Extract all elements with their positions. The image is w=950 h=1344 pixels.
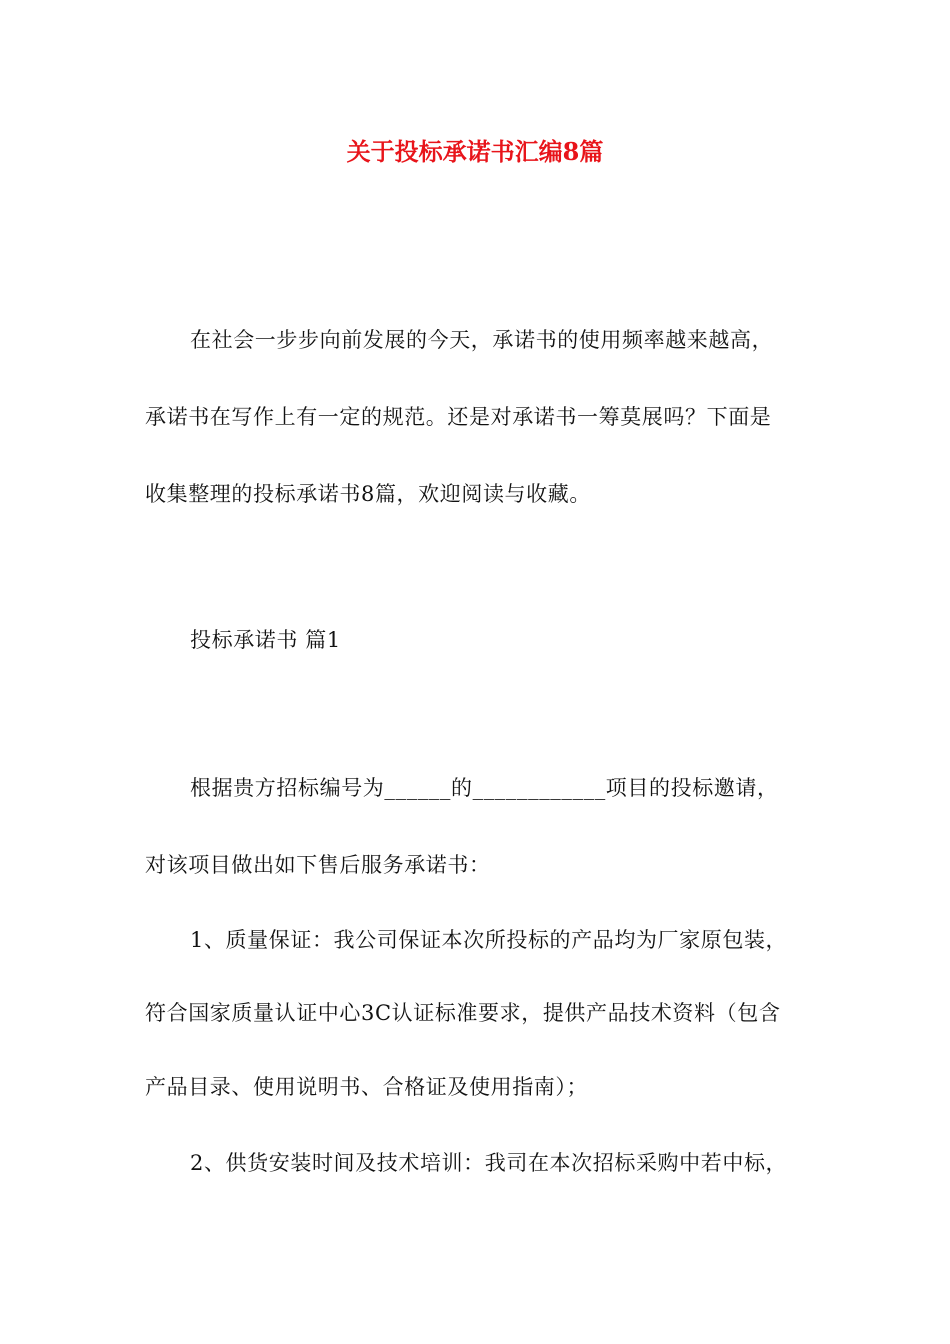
intro-line-3: 收集整理的投标承诺书8篇，欢迎阅读与收藏。 [145,482,591,506]
body-line-3: 1、质量保证：我公司保证本次所投标的产品均为厂家原包装， [190,928,788,952]
intro-line-1: 在社会一步步向前发展的今天，承诺书的使用频率越来越高， [190,328,774,352]
body-line-2: 对该项目做出如下售后服务承诺书： [145,853,491,877]
body-line-5: 产品目录、使用说明书、合格证及使用指南）； [145,1075,589,1099]
body-line-6: 2、供货安装时间及技术培训：我司在本次招标采购中若中标， [190,1151,788,1175]
intro-line-2: 承诺书在写作上有一定的规范。还是对承诺书一筹莫展吗？下面是 [145,405,772,429]
section-heading: 投标承诺书 篇1 [190,628,341,652]
document-title: 关于投标承诺书汇编8篇 [346,137,604,166]
body-line-4: 符合国家质量认证中心3C认证标准要求，提供产品技术资料（包含 [145,1001,781,1025]
body-line-1: 根据贵方招标编号为______的____________项目的投标邀请， [190,776,779,800]
